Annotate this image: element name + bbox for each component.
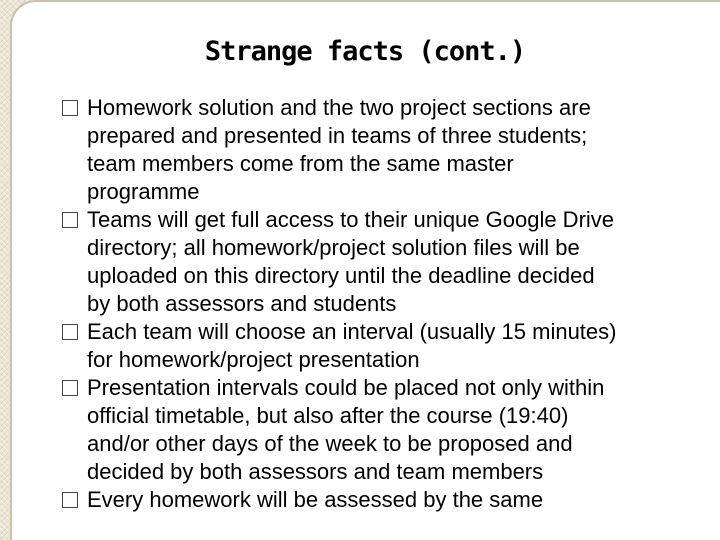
bullet-line: programme [87, 179, 200, 204]
bullet-line: for homework/project presentation [87, 347, 420, 372]
bullet-line: Every homework will be assessed by the same [87, 487, 544, 512]
bullet-line: Each team will choose an interval (usually 15 minutes) [87, 319, 617, 344]
bullet-line: and/or other days of the week to be proposed and [87, 431, 573, 456]
slide-title: Strange facts (cont.) [204, 36, 526, 67]
bullet-line: Teams will get full access to their unique Google Drive [87, 207, 615, 232]
bullet-item [62, 318, 720, 374]
bullet-item [62, 206, 720, 318]
bullet-box-icon [62, 212, 78, 228]
bullet-box-icon [62, 100, 78, 116]
bullet-item [62, 94, 720, 206]
bullet-line: by both assessors and students [87, 291, 397, 316]
bullet-line: decided by both assessors and team members [87, 459, 544, 484]
bullet-item [62, 486, 720, 514]
bullet-box-icon [62, 380, 78, 396]
bullet-line: directory; all homework/project solution files will be [87, 235, 580, 260]
bullet-line: prepared and presented in teams of three students; [87, 123, 588, 148]
bullet-line: Homework solution and the two project sections are [87, 95, 591, 120]
bullet-line: team members come from the same master [87, 151, 514, 176]
bullet-line: uploaded on this directory until the deadline decided [87, 263, 595, 288]
bullet-line: official timetable, but also after the course (19:40) [87, 403, 569, 428]
bullet-box-icon [62, 324, 78, 340]
bullet-line: Presentation intervals could be placed not only within [87, 375, 605, 400]
bullet-box-icon [62, 492, 78, 508]
bullet-list [62, 94, 720, 514]
bullet-item [62, 374, 720, 486]
